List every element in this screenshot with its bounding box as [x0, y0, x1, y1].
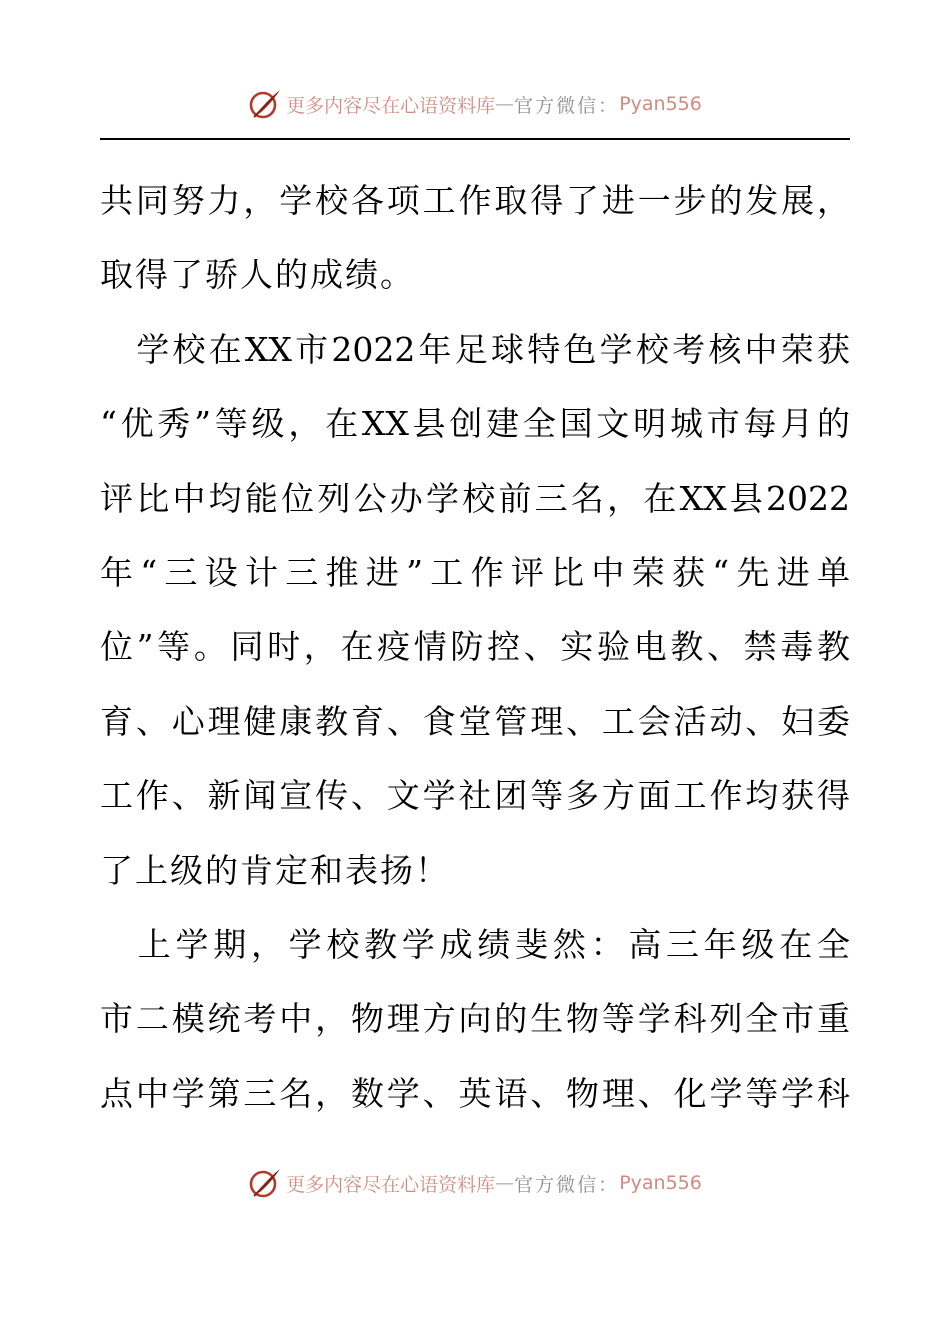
quill-pen-circle-icon	[248, 1166, 282, 1200]
watermark-id: Pyan556	[619, 1172, 702, 1194]
watermark-separator: —	[495, 93, 515, 115]
text-line: 位”等。同时，在疫情防控、实验电教、禁毒教	[100, 627, 850, 667]
text-line: 上学期，学校教学成绩斐然：高三年级在全	[100, 924, 850, 964]
watermark-separator: —	[495, 1172, 515, 1194]
footer-watermark	[0, 1163, 950, 1203]
watermark-sub: 官方微信：	[514, 1173, 620, 1196]
text-line: 育、心理健康教育、食堂管理、工会活动、妇委	[100, 701, 850, 741]
watermark-text: 更多内容尽在心语资料库	[286, 94, 496, 117]
text-line: 年“三设计三推进”工作评比中荣获“先进单	[100, 552, 850, 592]
watermark-id: Pyan556	[619, 93, 702, 115]
quill-pen-circle-icon	[248, 87, 282, 121]
text-line: “优秀”等级，在XX县创建全国文明城市每月的	[100, 404, 850, 444]
text-line: 评比中均能位列公办学校前三名，在XX县2022	[100, 478, 850, 518]
header-watermark	[0, 84, 950, 124]
text-line: 了上级的肯定和表扬！	[100, 850, 450, 890]
text-line: 点中学第三名，数学、英语、物理、化学等学科	[100, 1073, 850, 1113]
text-line: 取得了骄人的成绩。	[100, 255, 415, 295]
text-line: 工作、新闻宣传、文学社团等多方面工作均获得	[100, 776, 850, 816]
header-divider	[100, 138, 850, 140]
text-line: 市二模统考中，物理方向的生物等学科列全市重	[100, 999, 850, 1039]
watermark-text: 更多内容尽在心语资料库	[286, 1173, 496, 1196]
text-line: 学校在XX市2022年足球特色学校考核中荣获	[100, 329, 850, 369]
watermark-sub: 官方微信：	[514, 94, 620, 117]
text-line: 共同努力，学校各项工作取得了进一步的发展，	[100, 181, 850, 220]
document-body	[100, 164, 850, 1131]
